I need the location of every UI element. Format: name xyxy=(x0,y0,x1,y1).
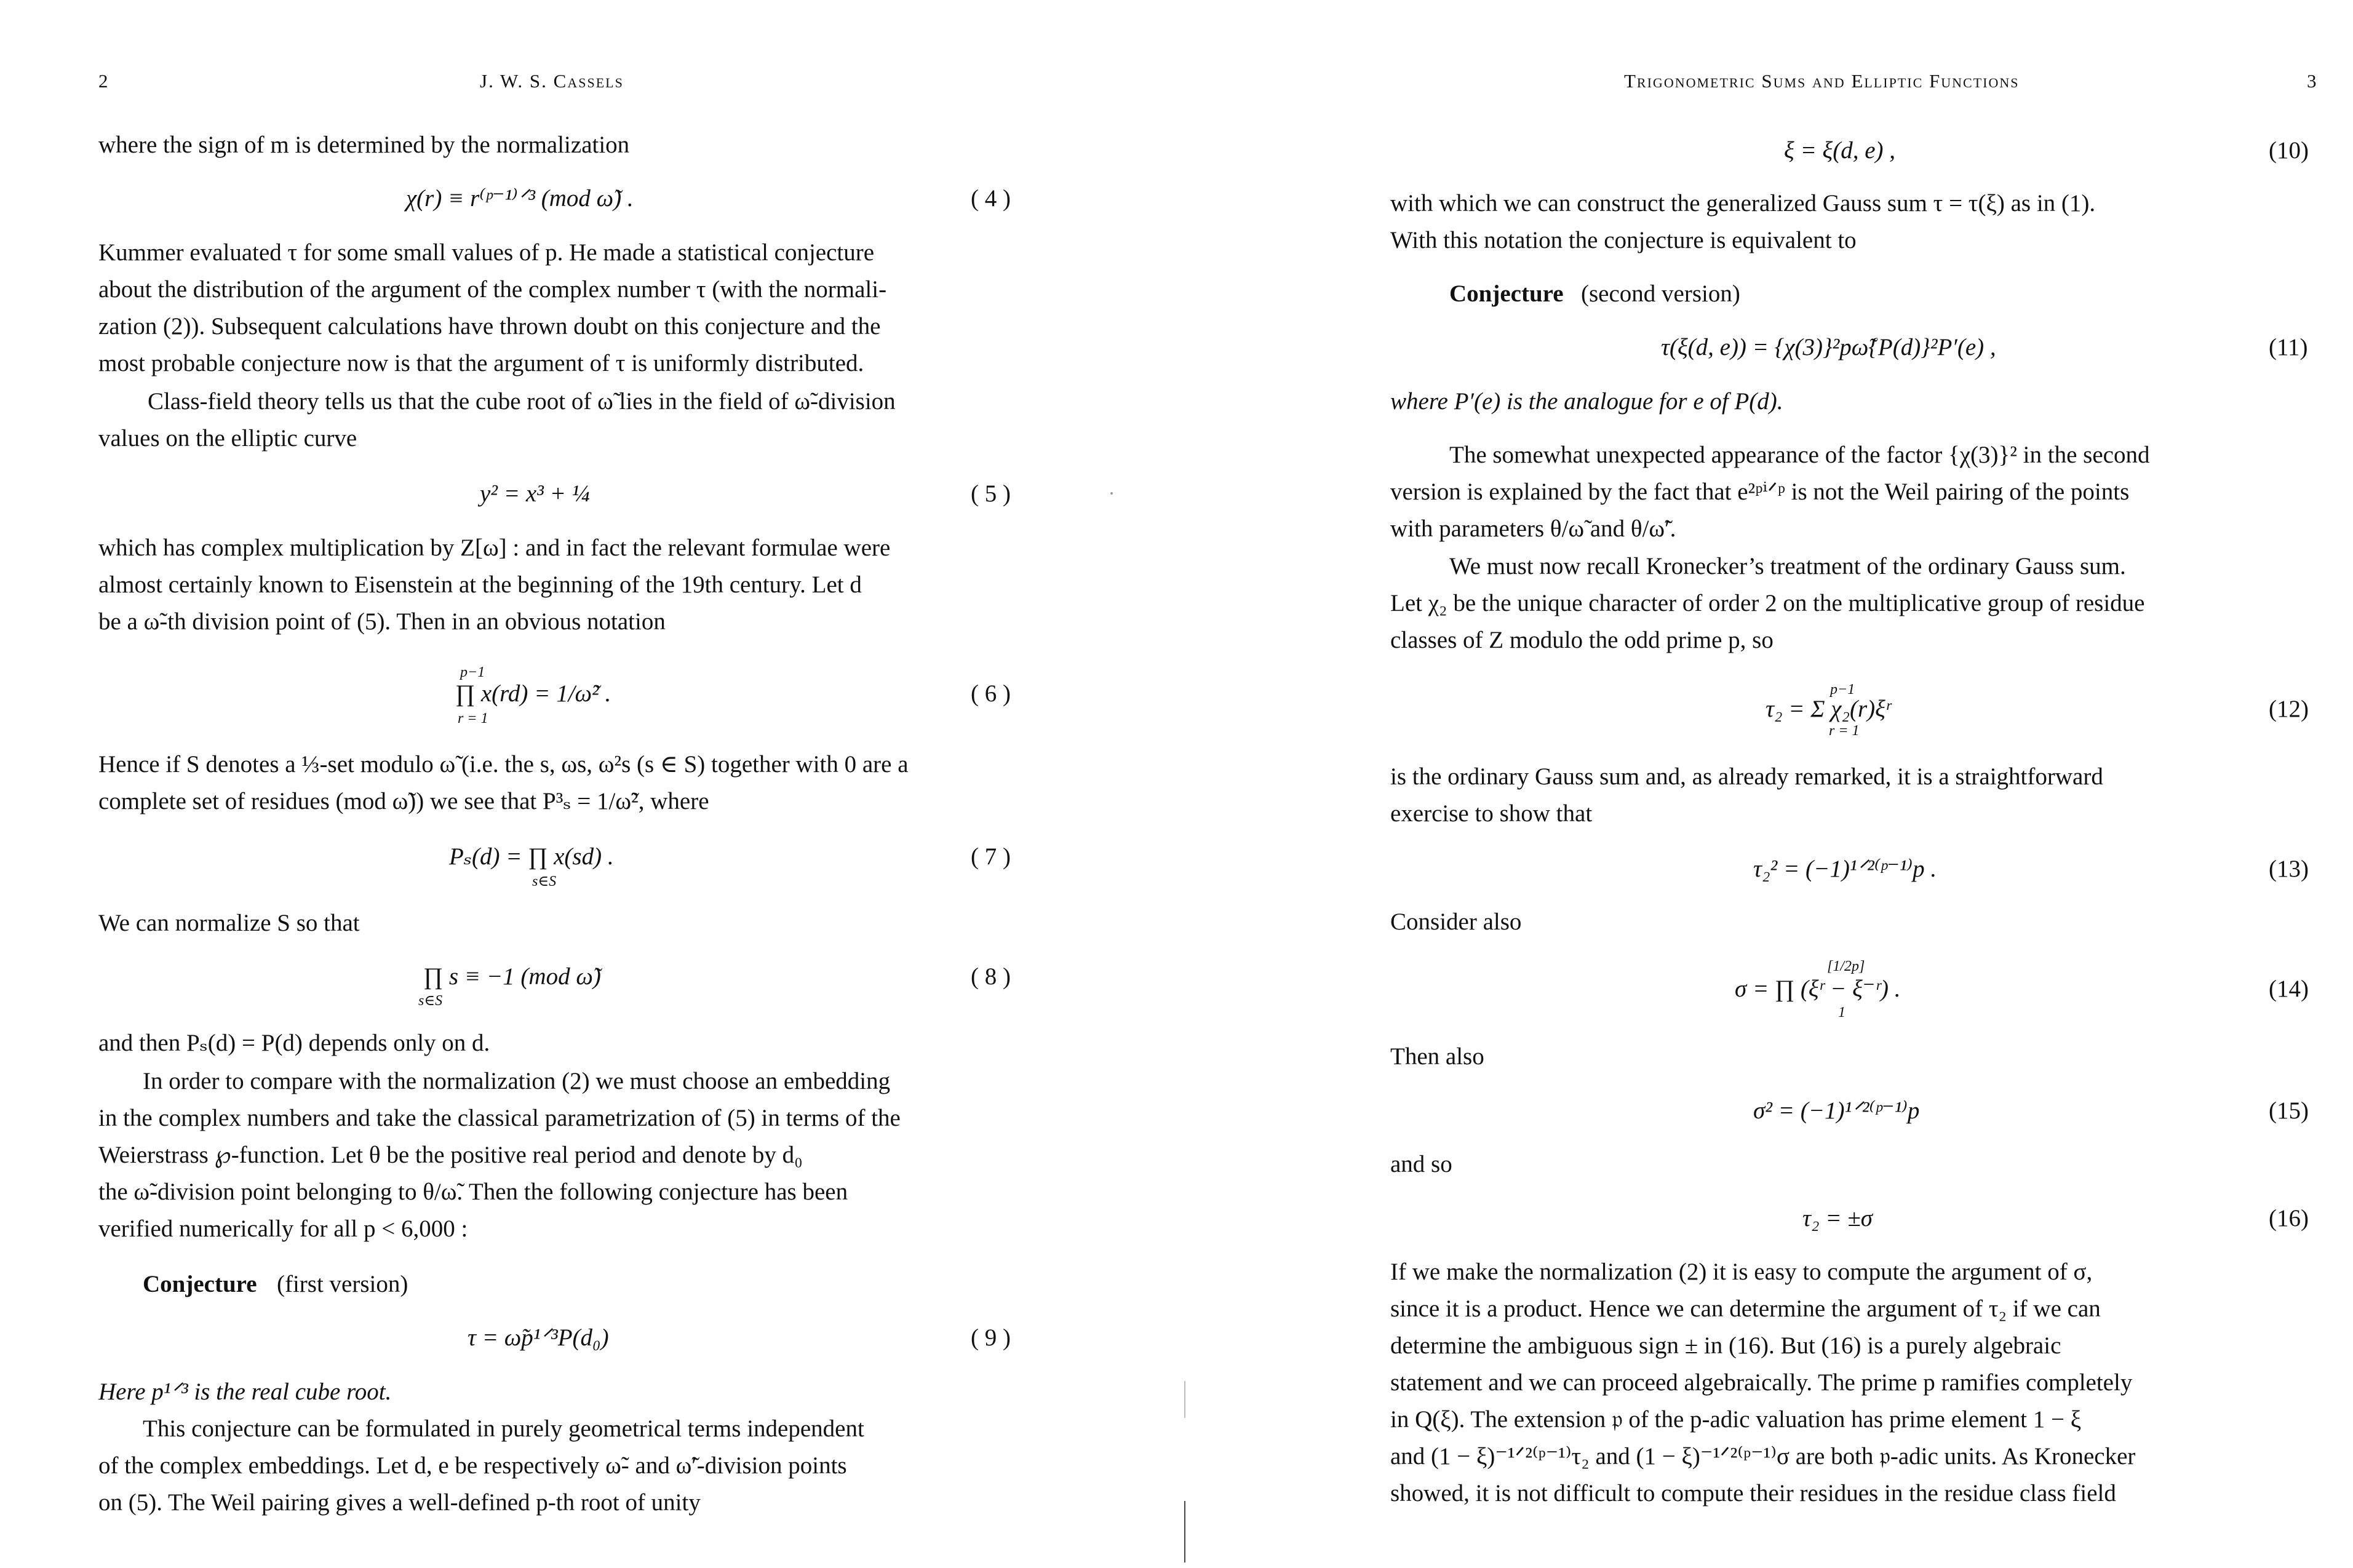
text-line: zation (2)). Subsequent calculations have thrown doubt on this conjecture and the xyxy=(98,313,881,340)
equation-number: (12) xyxy=(2269,696,2309,722)
text-line: with parameters θ/ω̃ and θ/ω̃′. xyxy=(1390,515,1676,542)
text-line: With this notation the conjecture is equivalent to xyxy=(1390,227,1857,253)
sum-lower-limit: r = 1 xyxy=(1829,723,1860,739)
text-line: in the complex numbers and take the classical parametrization of (5) in terms of the xyxy=(98,1105,901,1131)
equation-13: τ₂² = (−1)¹ᐟ²⁽ᵖ⁻¹⁾p . xyxy=(1753,856,1937,882)
equation-number: (10) xyxy=(2269,137,2309,164)
text-line: We can normalize S so that xyxy=(98,910,360,936)
equation-8: ∏ s ≡ −1 (mod ω̃) xyxy=(423,963,601,990)
equation-number: ( 8 ) xyxy=(971,963,1011,990)
text-line: exercise to show that xyxy=(1390,800,1593,827)
text-line: complete set of residues (mod ω̃)) we see that P³ₛ = 1/ω̃², where xyxy=(98,788,709,814)
text-line: Weierstrass ℘-function. Let θ be the positive real period and denote by d₀ xyxy=(98,1142,803,1168)
text-line: values on the elliptic curve xyxy=(98,425,357,452)
left-page-header xyxy=(86,70,1033,101)
text-line: Let χ₂ be the unique character of order 2 on the multiplicative group of residue xyxy=(1390,590,2145,616)
text-line: determine the ambiguous sign ± in (16). But (16) is a purely algebraic xyxy=(1390,1332,2061,1359)
running-head: J. W. S. Cassels xyxy=(480,70,624,92)
gutter-line xyxy=(1184,1381,1185,1418)
product-lower-limit: s∈S xyxy=(418,993,443,1009)
equation-14: σ = ∏ (ξʳ − ξ⁻ʳ) . xyxy=(1735,976,1901,1002)
text-line: which has complex multiplication by Z[ω] : and in fact the relevant formulae were xyxy=(98,535,891,561)
text-line: and then Pₛ(d) = P(d) depends only on d. xyxy=(98,1030,490,1056)
product-lower-limit: s∈S xyxy=(532,874,557,889)
equation-number: ( 6 ) xyxy=(971,680,1011,707)
text-line: Hence if S denotes a ⅓-set modulo ω̃ (i.e. the s, ωs, ω²s (s ∈ S) together with 0 are a xyxy=(98,751,909,778)
page-number: 3 xyxy=(2307,70,2317,92)
text-line: Consider also xyxy=(1390,909,1522,935)
equation-number: (15) xyxy=(2269,1097,2309,1124)
equation-number: ( 5 ) xyxy=(971,480,1011,507)
equation-number: (11) xyxy=(2269,334,2308,360)
text-line: be a ω̃-th division point of (5). Then in an obvious notation xyxy=(98,608,666,635)
conjecture-subtitle: (second version) xyxy=(1581,281,1740,307)
text-line: statement and we can proceed algebraically. The prime p ramifies completely xyxy=(1390,1369,2133,1396)
text-line: version is explained by the fact that e²ᵖⁱᐟᵖ is not the Weil pairing of the points xyxy=(1390,479,2130,505)
gutter-line xyxy=(1184,1501,1185,1562)
text-line: where P′(e) is the analogue for e of P(d). xyxy=(1390,388,1783,415)
equation-15: σ² = (−1)¹ᐟ²⁽ᵖ⁻¹⁾p xyxy=(1753,1097,1920,1124)
page-number: 2 xyxy=(98,70,109,92)
text-line: of the complex embeddings. Let d, e be respectively ω̃- and ω̃′-division points xyxy=(98,1452,847,1479)
equation-9: τ = ω̃p¹ᐟ³P(d₀) xyxy=(468,1324,609,1351)
text-line: We must now recall Kronecker’s treatment of the ordinary Gauss sum. xyxy=(1449,553,2126,579)
equation-11: τ(ξ(d, e)) = {χ(3)}²pω̃{P(d)}²P′(e) , xyxy=(1661,334,1996,360)
text-line: If we make the normalization (2) it is easy to compute the argument of σ, xyxy=(1390,1259,2093,1285)
text-line: and (1 − ξ)⁻¹ᐟ²⁽ᵖ⁻¹⁾τ₂ and (1 − ξ)⁻¹ᐟ²⁽ᵖ⁻¹⁾σ are both 𝔭-adic units. As Kronecker xyxy=(1390,1443,2136,1470)
product-lower-limit: r = 1 xyxy=(458,710,488,726)
conjecture-heading: Conjecture xyxy=(1449,281,1564,307)
text-line: and so xyxy=(1390,1151,1452,1177)
equation-12: τ₂ = Σ χ₂(r)ξʳ xyxy=(1766,696,1891,722)
text-line: the ω̃-division point belonging to θ/ω̃. Then the following conjecture has been xyxy=(98,1179,848,1205)
equation-5: y² = x³ + ¼ xyxy=(480,480,590,507)
equation-number: ( 9 ) xyxy=(971,1324,1011,1351)
text-line: In order to compare with the normalization (2) we must choose an embedding xyxy=(143,1068,891,1094)
sum-upper-limit: p−1 xyxy=(1830,682,1855,698)
text-line: is the ordinary Gauss sum and, as already remarked, it is a straightforward xyxy=(1390,763,2103,790)
running-head: Trigonometric Sums and Elliptic Functions xyxy=(1624,70,2020,92)
equation-number: (14) xyxy=(2269,976,2309,1002)
text-line: showed, it is not difficult to compute their residues in the residue class field xyxy=(1390,1480,2116,1506)
equation-7: Pₛ(d) = ∏ x(sd) . xyxy=(449,843,614,870)
text-line: almost certainly known to Eisenstein at the beginning of the 19th century. Let d xyxy=(98,571,862,598)
text-line: about the distribution of the argument of the complex number τ (with the normali- xyxy=(98,276,887,303)
product-upper-limit: p−1 xyxy=(460,664,485,680)
text-line: Here p¹ᐟ³ is the real cube root. xyxy=(98,1379,392,1405)
product-lower-limit: 1 xyxy=(1838,1005,1845,1021)
equation-number: ( 4 ) xyxy=(971,185,1011,212)
left-page xyxy=(86,0,1033,1568)
text-line: most probable conjecture now is that the argument of τ is uniformly distributed. xyxy=(98,350,864,376)
equation-10: ξ = ξ(d, e) , xyxy=(1784,137,1896,164)
equation-16: τ₂ = ±σ xyxy=(1802,1205,1873,1232)
text-line: This conjecture can be formulated in purely geometrical terms independent xyxy=(143,1415,864,1442)
text-line: classes of Z modulo the odd prime p, so xyxy=(1390,627,1774,653)
text-line: verified numerically for all p < 6,000 : xyxy=(98,1216,468,1242)
text-line: Kummer evaluated τ for some small values of p. He made a statistical conjecture xyxy=(98,239,875,266)
equation-number: ( 7 ) xyxy=(971,843,1011,870)
equation-4: χ(r) ≡ r⁽ᵖ⁻¹⁾ᐟ³ (mod ω̃) . xyxy=(406,185,634,212)
text-line: with which we can construct the generalized Gauss sum τ = τ(ξ) as in (1). xyxy=(1390,190,2096,217)
equation-number: (16) xyxy=(2269,1205,2309,1232)
conjecture-subtitle: (first version) xyxy=(277,1271,408,1297)
equation-6: ∏ x(rd) = 1/ω̃² . xyxy=(455,680,611,707)
text-line: The somewhat unexpected appearance of the factor {χ(3)}² in the second xyxy=(1449,442,2150,468)
text-line: Class-field theory tells us that the cube root of ω̃ lies in the field of ω̃-division xyxy=(148,388,896,415)
text-line: where the sign of m is determined by the normalization xyxy=(98,132,630,158)
text-line: on (5). The Weil pairing gives a well-defined p-th root of unity xyxy=(98,1489,701,1516)
text-line: since it is a product. Hence we can determine the argument of τ₂ if we can xyxy=(1390,1295,2101,1322)
right-page xyxy=(1390,0,2325,1568)
text-line: Then also xyxy=(1390,1043,1484,1070)
scan-speck xyxy=(1110,492,1113,495)
text-line: in Q(ξ). The extension 𝔭 of the p-adic valuation has prime element 1 − ξ xyxy=(1390,1406,2082,1433)
right-page-header xyxy=(1390,70,2325,101)
product-upper-limit: [1/2p] xyxy=(1827,958,1865,974)
equation-number: (13) xyxy=(2269,856,2309,882)
conjecture-heading: Conjecture xyxy=(143,1271,257,1297)
